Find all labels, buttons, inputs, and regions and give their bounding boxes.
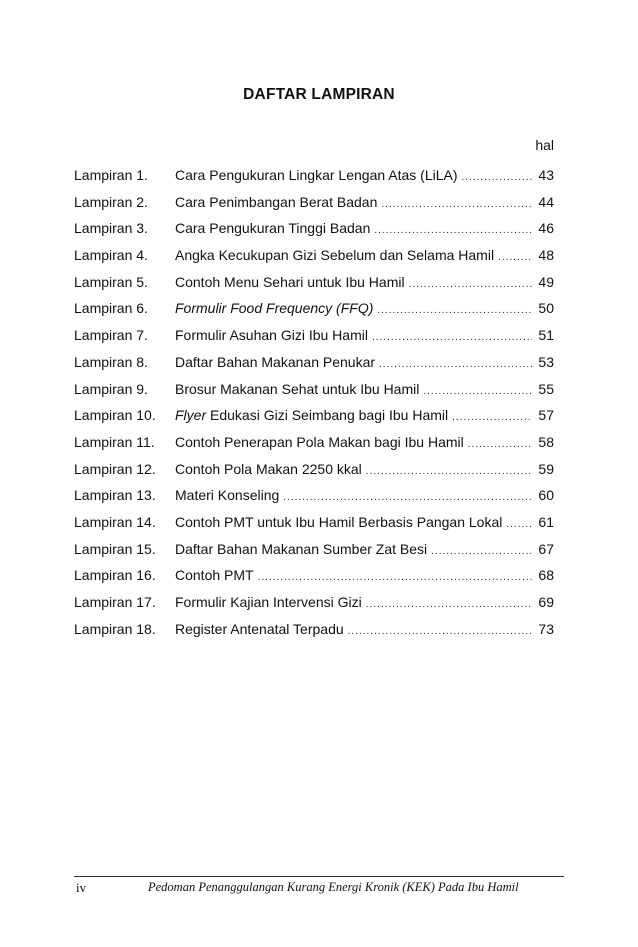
appendix-page-number: 51 bbox=[538, 327, 554, 344]
appendix-title-cell bbox=[175, 376, 536, 406]
appendix-entry[interactable] bbox=[74, 589, 554, 616]
dot-leader bbox=[374, 218, 532, 245]
appendix-title-cell bbox=[175, 536, 536, 566]
appendix-entry[interactable] bbox=[74, 215, 554, 242]
appendix-list bbox=[74, 162, 554, 642]
footer-page-number: iv bbox=[76, 880, 87, 895]
footer-divider bbox=[74, 876, 564, 877]
dot-leader bbox=[431, 539, 532, 566]
appendix-title-cell bbox=[175, 189, 536, 219]
appendix-entry[interactable] bbox=[74, 295, 554, 322]
dot-leader bbox=[452, 405, 532, 432]
appendix-number: Lampiran 14. bbox=[74, 513, 156, 530]
dot-leader bbox=[258, 565, 532, 592]
appendix-page-number: 67 bbox=[538, 540, 554, 557]
appendix-page-number: 69 bbox=[538, 594, 554, 610]
appendix-title: Cara Pengukuran Lingkar Lengan Atas (LiLA) bbox=[175, 167, 458, 183]
appendix-number: Lampiran 16. bbox=[74, 567, 156, 584]
dot-leader bbox=[381, 192, 532, 219]
appendix-title-cell bbox=[175, 295, 536, 325]
appendix-page-number: 49 bbox=[538, 273, 554, 290]
appendix-number: Lampiran 4. bbox=[74, 247, 148, 264]
appendix-title-cell bbox=[175, 162, 536, 192]
dot-leader bbox=[498, 245, 532, 272]
appendix-title-cell bbox=[175, 482, 536, 512]
appendix-number: Lampiran 9. bbox=[74, 380, 148, 397]
appendix-page-number: 55 bbox=[538, 380, 554, 397]
appendix-title: Contoh PMT untuk Ibu Hamil Berbasis Pangan Lokal bbox=[175, 513, 503, 530]
dot-leader bbox=[377, 298, 532, 325]
appendix-title: Contoh Penerapan Pola Makan bagi Ibu Hamil bbox=[175, 433, 464, 450]
appendix-title: Cara Penimbangan Berat Badan bbox=[175, 193, 378, 210]
appendix-entry[interactable] bbox=[74, 562, 554, 589]
appendix-entry[interactable] bbox=[74, 536, 554, 563]
appendix-title: Formulir Food Frequency (FFQ) bbox=[175, 300, 374, 317]
dot-leader bbox=[423, 379, 532, 406]
appendix-entry[interactable] bbox=[74, 322, 554, 349]
appendix-page-number: 48 bbox=[538, 247, 554, 264]
appendix-entry[interactable] bbox=[74, 349, 554, 376]
appendix-entry[interactable] bbox=[74, 456, 554, 483]
appendix-page-number: 58 bbox=[538, 433, 554, 450]
dot-leader bbox=[468, 432, 532, 459]
appendix-number: Lampiran 13. bbox=[74, 487, 156, 504]
appendix-number: Lampiran 17. bbox=[74, 594, 156, 610]
appendix-page-number: 59 bbox=[538, 460, 554, 477]
dot-leader bbox=[462, 165, 532, 192]
appendix-title-prefix: Flyer bbox=[175, 407, 207, 424]
dot-leader bbox=[409, 272, 532, 299]
appendix-title-cell bbox=[175, 509, 536, 539]
appendix-entry[interactable] bbox=[74, 189, 554, 216]
appendix-title-cell bbox=[175, 456, 536, 486]
appendix-number: Lampiran 15. bbox=[74, 540, 156, 557]
appendix-title-cell bbox=[175, 215, 536, 245]
appendix-title-cell bbox=[175, 269, 536, 299]
dot-leader bbox=[379, 352, 532, 379]
appendix-title: Materi Konseling bbox=[175, 487, 280, 504]
appendix-page-number: 68 bbox=[538, 567, 554, 584]
dot-leader bbox=[348, 619, 532, 646]
dot-leader bbox=[366, 592, 532, 619]
appendix-entry[interactable] bbox=[74, 402, 554, 429]
appendix-number: Lampiran 12. bbox=[74, 460, 156, 477]
appendix-entry[interactable] bbox=[74, 429, 554, 456]
appendix-number: Lampiran 8. bbox=[74, 353, 148, 370]
appendix-title-cell bbox=[175, 589, 536, 619]
appendix-page-number: 73 bbox=[538, 620, 554, 637]
appendix-entry[interactable] bbox=[74, 509, 554, 536]
appendix-number: Lampiran 1. bbox=[74, 167, 148, 183]
appendix-title: Brosur Makanan Sehat untuk Ibu Hamil bbox=[175, 380, 420, 397]
appendix-entry[interactable] bbox=[74, 242, 554, 269]
dot-leader bbox=[283, 485, 532, 512]
appendix-title: Daftar Bahan Makanan Penukar bbox=[175, 353, 376, 370]
appendix-entry[interactable] bbox=[74, 376, 554, 403]
appendix-title-cell bbox=[175, 429, 536, 459]
appendix-title: Contoh PMT bbox=[175, 567, 254, 584]
appendix-title: Formulir Asuhan Gizi Ibu Hamil bbox=[175, 327, 368, 344]
appendix-title: Edukasi Gizi Seimbang bagi Ibu Hamil bbox=[206, 407, 449, 424]
appendix-page-number: 61 bbox=[538, 513, 554, 530]
appendix-entry[interactable] bbox=[74, 269, 554, 296]
appendix-number: Lampiran 3. bbox=[74, 220, 148, 237]
appendix-page-number: 43 bbox=[538, 167, 554, 183]
appendix-number: Lampiran 6. bbox=[74, 300, 148, 317]
appendix-title: Cara Pengukuran Tinggi Badan bbox=[175, 220, 371, 237]
appendix-page-number: 57 bbox=[538, 407, 554, 424]
appendix-title-cell bbox=[175, 616, 536, 646]
appendix-title: Daftar Bahan Makanan Sumber Zat Besi bbox=[175, 540, 428, 557]
appendix-title-cell bbox=[175, 242, 536, 272]
appendix-number: Lampiran 2. bbox=[74, 193, 148, 210]
appendix-page-number: 46 bbox=[538, 220, 554, 237]
appendix-title-cell bbox=[175, 402, 536, 432]
appendix-page-number: 60 bbox=[538, 487, 554, 504]
appendix-title: Angka Kecukupan Gizi Sebelum dan Selama Hamil bbox=[175, 247, 495, 264]
appendix-entry[interactable] bbox=[74, 162, 554, 189]
appendix-title: Contoh Pola Makan 2250 kkal bbox=[175, 460, 362, 477]
appendix-page-number: 53 bbox=[538, 353, 554, 370]
appendix-title: Contoh Menu Sehari untuk Ibu Hamil bbox=[175, 273, 405, 290]
dot-leader bbox=[366, 459, 532, 486]
appendix-entry[interactable] bbox=[74, 482, 554, 509]
appendix-title-cell bbox=[175, 349, 536, 379]
appendix-entry[interactable] bbox=[74, 616, 554, 643]
footer-title: Pedoman Penanggulangan Kurang Energi Kronik (KEK) Pada Ibu Hamil bbox=[148, 880, 519, 894]
appendix-number: Lampiran 5. bbox=[74, 273, 148, 290]
appendix-title-cell bbox=[175, 562, 536, 592]
appendix-number: Lampiran 10. bbox=[74, 407, 156, 424]
appendix-number: Lampiran 18. bbox=[74, 620, 156, 637]
page-title: DAFTAR LAMPIRAN bbox=[243, 86, 395, 103]
appendix-page-number: 50 bbox=[538, 300, 554, 317]
appendix-title-cell bbox=[175, 322, 536, 352]
dot-leader bbox=[372, 325, 532, 352]
appendix-title: Register Antenatal Terpadu bbox=[175, 620, 344, 637]
appendix-page-number: 44 bbox=[538, 193, 554, 210]
appendix-number: Lampiran 11. bbox=[74, 433, 155, 450]
appendix-number: Lampiran 7. bbox=[74, 327, 148, 344]
appendix-title: Formulir Kajian Intervensi Gizi bbox=[175, 594, 362, 610]
dot-leader bbox=[506, 512, 532, 539]
page-column-label: hal bbox=[535, 137, 554, 153]
